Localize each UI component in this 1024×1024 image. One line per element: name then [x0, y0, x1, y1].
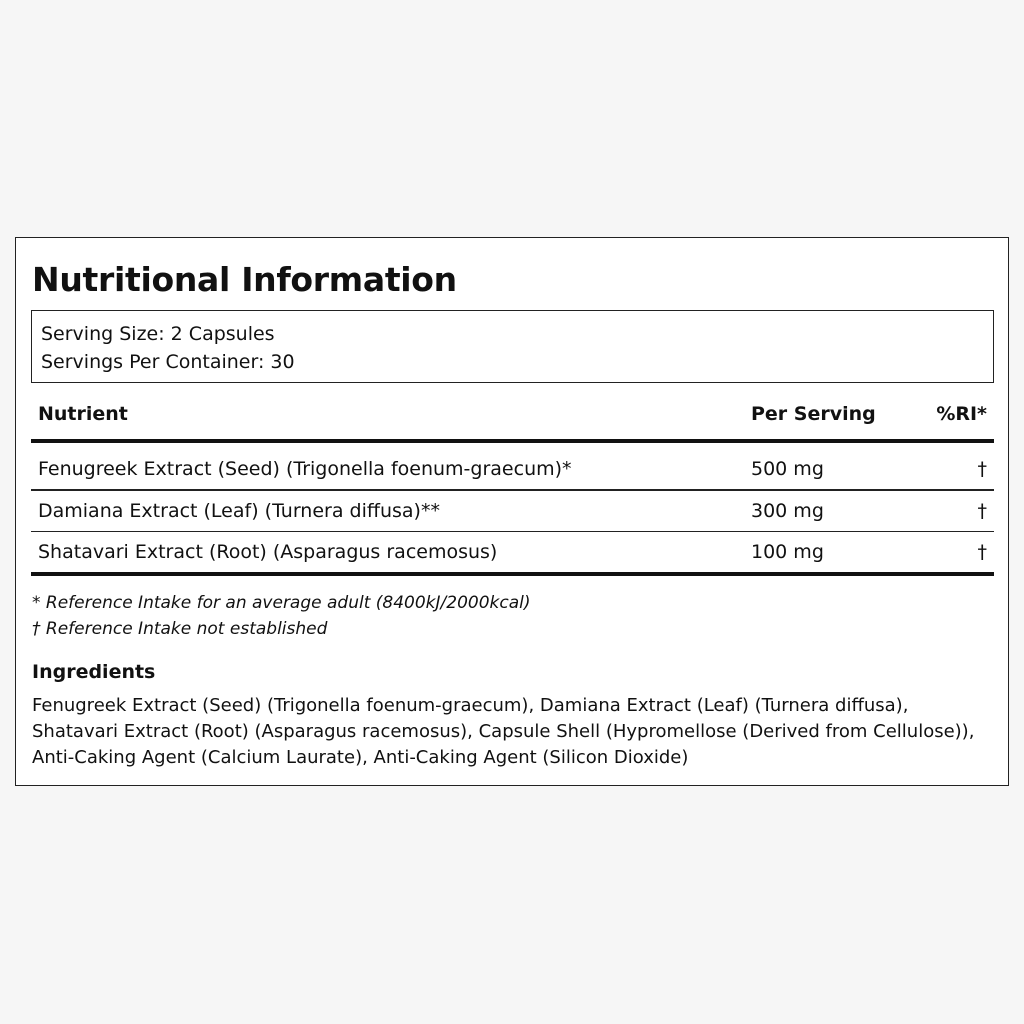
footnotes	[32, 590, 531, 642]
footnote-not-established: † Reference Intake not established	[32, 619, 328, 639]
nutrient-name: Shatavari Extract (Root) (Asparagus racemosus)	[38, 541, 498, 563]
nutrient-name: Damiana Extract (Leaf) (Turnera diffusa)**	[38, 499, 440, 522]
table-row	[31, 443, 994, 489]
nutrient-ri: †	[977, 541, 987, 563]
table-bottom-divider	[31, 572, 994, 576]
nutrient-name: Fenugreek Extract (Seed) (Trigonella foenum-graecum)*	[38, 458, 572, 480]
servings-per-container: Servings Per Container: 30	[41, 351, 295, 373]
table-row	[31, 491, 994, 531]
nutrition-panel	[15, 237, 1009, 786]
serving-info-box	[31, 310, 994, 383]
nutrient-ri: †	[977, 458, 987, 480]
ingredients-text: Fenugreek Extract (Seed) (Trigonella foenum-graecum), Damiana Extract (Leaf) (Turnera diffusa), Shatavari Extract (Root) (Asparagus racemosus), Capsule Shell (Hypromellose (Derived from Cellulose)), Anti-Caking Agent (Calcium Laurate), Anti-Caking Agent (Silicon Dioxide)	[32, 695, 975, 768]
serving-size: Serving Size: 2 Capsules	[41, 323, 275, 345]
header-per-serving: Per Serving	[751, 403, 876, 425]
nutrient-amount: 500 mg	[751, 458, 824, 480]
nutrient-amount: 100 mg	[751, 541, 824, 563]
header-ri: %RI*	[936, 403, 987, 425]
ingredients-heading: Ingredients	[32, 661, 156, 683]
nutrient-table	[31, 395, 994, 576]
table-header-row	[31, 395, 994, 439]
nutrient-ri: †	[977, 499, 987, 522]
nutrient-amount: 300 mg	[751, 499, 824, 522]
header-nutrient: Nutrient	[38, 403, 128, 425]
table-row	[31, 532, 994, 572]
panel-title: Nutritional Information	[32, 260, 457, 299]
footnote-reference-intake: * Reference Intake for an average adult (8400kJ/2000kcal)	[32, 593, 531, 613]
